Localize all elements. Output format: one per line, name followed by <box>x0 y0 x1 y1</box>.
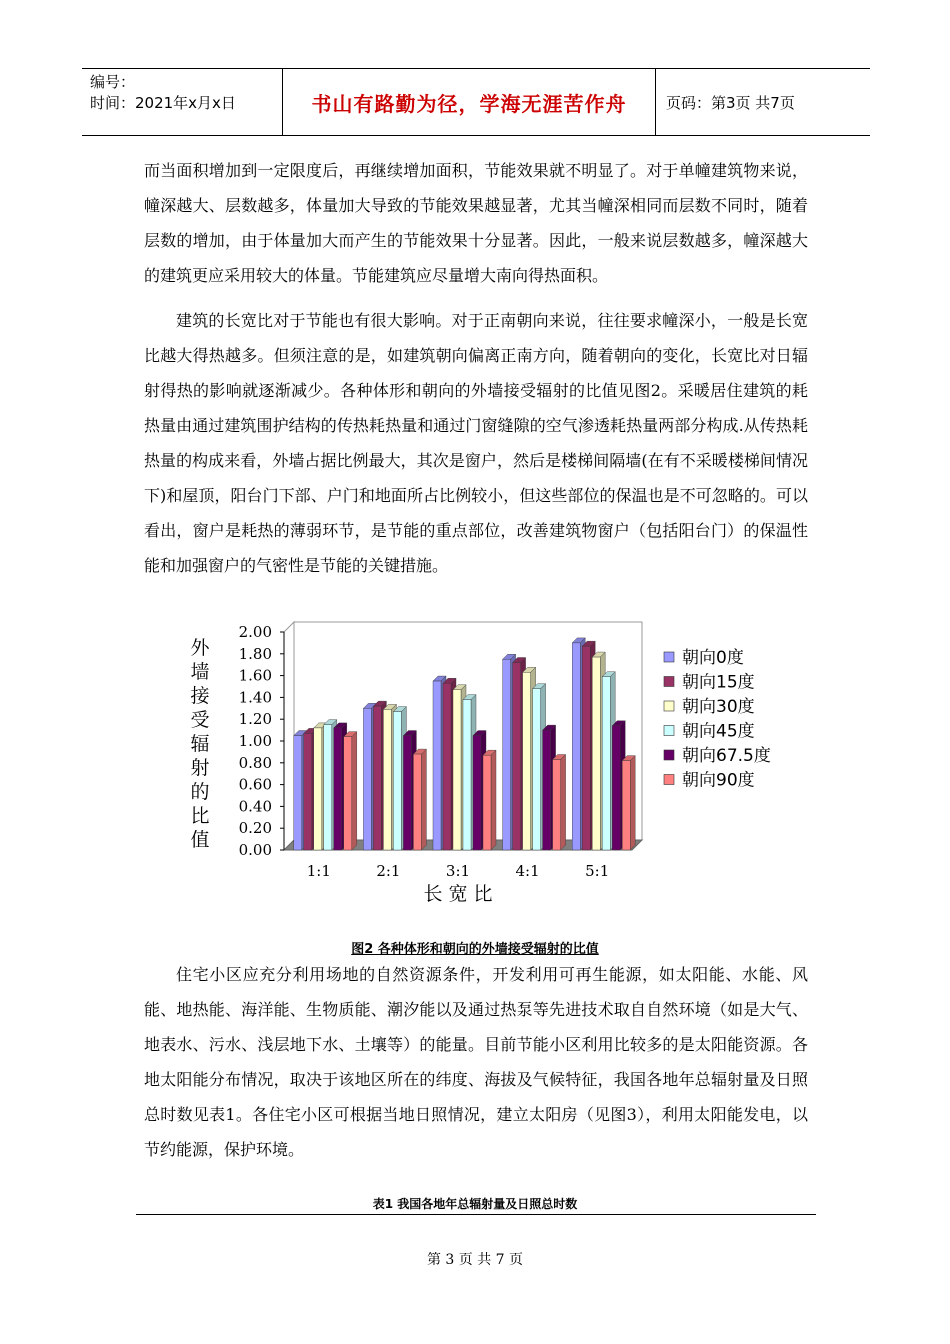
bar <box>553 760 561 850</box>
bar <box>304 733 312 850</box>
bar <box>433 681 441 850</box>
bar <box>602 677 610 850</box>
header-meta <box>82 69 282 135</box>
bar <box>592 657 600 850</box>
bar <box>463 700 471 850</box>
bar <box>622 761 630 850</box>
legend-swatch <box>664 775 674 785</box>
legend-swatch <box>664 750 674 760</box>
bar <box>503 659 511 850</box>
y-tick-label: 0.40 <box>238 797 272 816</box>
legend-swatch <box>664 652 674 662</box>
bar <box>513 663 521 850</box>
legend-swatch <box>664 701 674 711</box>
y-axis-label-char: 接 <box>190 685 210 707</box>
legend-label: 朝向0度 <box>682 648 744 668</box>
y-tick-label: 0.60 <box>238 775 272 794</box>
legend-swatch <box>664 726 674 736</box>
legend-label: 朝向67.5度 <box>682 746 771 766</box>
y-tick-label: 0.00 <box>238 841 272 859</box>
number-label: 编号： <box>90 73 136 91</box>
figure-caption: 图2 各种体形和朝向的外墙接受辐射的比值 <box>351 942 599 957</box>
paragraph-3: 住宅小区应充分利用场地的自然资源条件，开发利用可再生能源，如太阳能、水能、风能、地热能、海洋能、生物质能、潮汐能以及通过热泵等先进技术取自自然环境（如是大气、地表水、污水、浅层地下水、土壤等）的能量。目前节能小区利用比较多的是太阳能资源。各地太阳能分布情况，取决于该地区所在的纬度、海拔及气候特征，我国各地年总辐射量及日照总时数见表1。各住宅小区可根据当地日照情况，建立太阳房（见图3），利用太阳能发电，以节约能源，保护环境。 <box>144 965 808 1159</box>
y-axis-label-char: 比 <box>190 805 210 827</box>
bar <box>403 736 411 850</box>
y-tick-label: 1.60 <box>238 666 272 685</box>
y-axis-label-char: 的 <box>190 781 210 803</box>
y-axis-label-char: 受 <box>190 709 210 731</box>
bar <box>612 726 620 850</box>
x-tick-label: 3:1 <box>445 862 471 880</box>
y-tick-label: 2.00 <box>238 623 272 641</box>
bar <box>294 736 302 850</box>
bar-side <box>630 756 635 850</box>
bar <box>334 728 342 850</box>
bar <box>314 728 322 850</box>
table-caption: 表1 我国各地年总辐射量及日照总时数 <box>372 1197 578 1211</box>
bar <box>393 712 401 850</box>
bar <box>344 737 352 850</box>
legend-label: 朝向15度 <box>682 672 755 693</box>
legend-label: 朝向90度 <box>682 770 755 791</box>
legend-swatch <box>664 677 674 687</box>
bar <box>413 754 421 850</box>
bar <box>483 755 491 850</box>
header-motto: 书山有路勤为径，学海无涯苦作舟 <box>282 69 656 135</box>
y-tick-label: 1.40 <box>238 688 272 707</box>
bar <box>443 683 451 850</box>
bar <box>543 730 551 850</box>
bar-side <box>421 749 426 850</box>
y-axis-label-char: 外 <box>190 637 210 659</box>
bar-side <box>352 732 357 850</box>
bar <box>383 709 391 850</box>
y-tick-label: 1.00 <box>238 732 272 750</box>
y-axis-label-char: 值 <box>190 829 210 851</box>
table-top-rule <box>136 1214 816 1215</box>
y-tick-label: 0.80 <box>238 753 272 772</box>
bar <box>572 643 580 850</box>
y-axis-label-char: 辐 <box>190 733 210 755</box>
bar <box>473 736 481 850</box>
x-axis-label: 长 宽 比 <box>423 883 493 905</box>
page-indicator: 页码：第3页 共7页 <box>666 93 795 112</box>
bar <box>582 646 590 850</box>
chart-side-wall <box>284 622 294 850</box>
x-tick-label: 5:1 <box>585 862 610 880</box>
y-axis-label-char: 墙 <box>190 661 210 683</box>
time-label: 时间：2021年x月x日 <box>90 94 236 112</box>
y-tick-label: 1.20 <box>238 710 272 729</box>
paragraph-1: 而当面积增加到一定限度后，再继续增加面积，节能效果就不明显了。对于单幢建筑物来说，幢深越大、层数越多，体量加大导致的节能效果越显著，尤其当幢深相同而层数不同时，随着层数的增加，由于体量加大而产生的节能效果十分显著。因此，一般来说层数越多，幢深越大的建筑更应采用较大的体量。节能建筑应尽量增大南向得热面积。 <box>144 161 808 285</box>
bar-side <box>491 750 496 850</box>
bar <box>453 690 461 850</box>
bar-side <box>561 755 566 850</box>
x-tick-label: 2:1 <box>376 862 401 880</box>
bar <box>373 706 381 850</box>
y-tick-label: 0.20 <box>238 819 272 838</box>
legend-label: 朝向30度 <box>682 697 755 717</box>
radiation-ratio-chart <box>180 608 800 913</box>
y-tick-label: 1.80 <box>238 644 272 663</box>
page-footer: 第 3 页 共 7 页 <box>426 1252 524 1268</box>
legend-label: 朝向45度 <box>682 721 755 742</box>
paragraph-2: 建筑的长宽比对于节能也有很大影响。对于正南朝向来说，往往要求幢深小，一般是长宽比越大得热越多。但须注意的是，如建筑朝向偏离正南方向，随着朝向的变化，长宽比对日辐射得热的影响就逐渐减少。各种体形和朝向的外墙接受辐射的比值见图2。采暖居住建筑的耗热量由通过建筑围护结构的传热耗热量和通过门窗缝隙的空气渗透耗热量两部分构成.从传热耗热量的构成来看，外墙占据比例最大，其次是窗户，然后是楼梯间隔墙(在有不采暖楼梯间情况下)和屋顶，阳台门下部、户门和地面所占比例较小，但这些部位的保温也是不可忽略的。可以看出，窗户是耗热的薄弱环节，是节能的重点部位，改善建筑物窗户（包括阳台门）的保温性能和加强窗户的气密性是节能的关键措施。 <box>144 311 808 575</box>
x-tick-label: 1:1 <box>306 862 331 880</box>
bar <box>523 672 531 850</box>
bar <box>324 725 332 850</box>
bar <box>363 708 371 850</box>
page-header <box>82 68 870 136</box>
y-axis-label-char: 射 <box>190 757 210 779</box>
x-tick-label: 4:1 <box>515 862 540 880</box>
bar <box>533 689 541 850</box>
